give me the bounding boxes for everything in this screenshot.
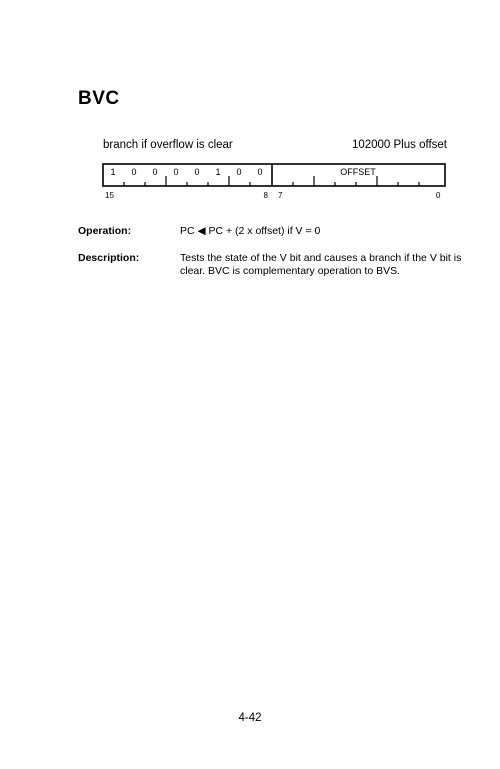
opcode-value: 102000 Plus offset xyxy=(351,139,447,151)
page-title: BVC xyxy=(78,88,120,109)
page-number: 4-42 xyxy=(238,712,262,724)
bit-position-0: 0 xyxy=(436,191,441,200)
bit-13-value: 0 xyxy=(152,167,158,177)
bit-position-15: 15 xyxy=(105,191,114,200)
high-byte-ticks xyxy=(124,176,250,186)
bit-10-value: 1 xyxy=(215,167,221,177)
bit-15-value: 1 xyxy=(110,167,116,177)
offset-byte-ticks xyxy=(293,176,419,186)
bit-14-value: 0 xyxy=(131,167,137,177)
bit-12-value: 0 xyxy=(173,167,179,177)
bit-field-diagram xyxy=(102,163,446,208)
bit-position-8: 8 xyxy=(263,191,268,200)
instruction-subtitle: branch if overflow is clear xyxy=(103,139,233,151)
operation-text: PC ◀ PC + (2 x offset) if V = 0 xyxy=(180,225,321,237)
bit-9-value: 0 xyxy=(236,167,242,177)
description-label: Description: xyxy=(78,252,140,264)
bit-field-svg xyxy=(102,163,446,203)
bit-8-value: 0 xyxy=(257,167,263,177)
description-text: Tests the state of the V bit and causes a branch if the V bit is clear. BVC is complementary operation to BVS. xyxy=(180,252,462,277)
bit-position-7: 7 xyxy=(278,191,283,200)
operation-label: Operation: xyxy=(78,225,132,237)
offset-field-label: OFFSET xyxy=(340,167,376,177)
bit-11-value: 0 xyxy=(194,167,200,177)
